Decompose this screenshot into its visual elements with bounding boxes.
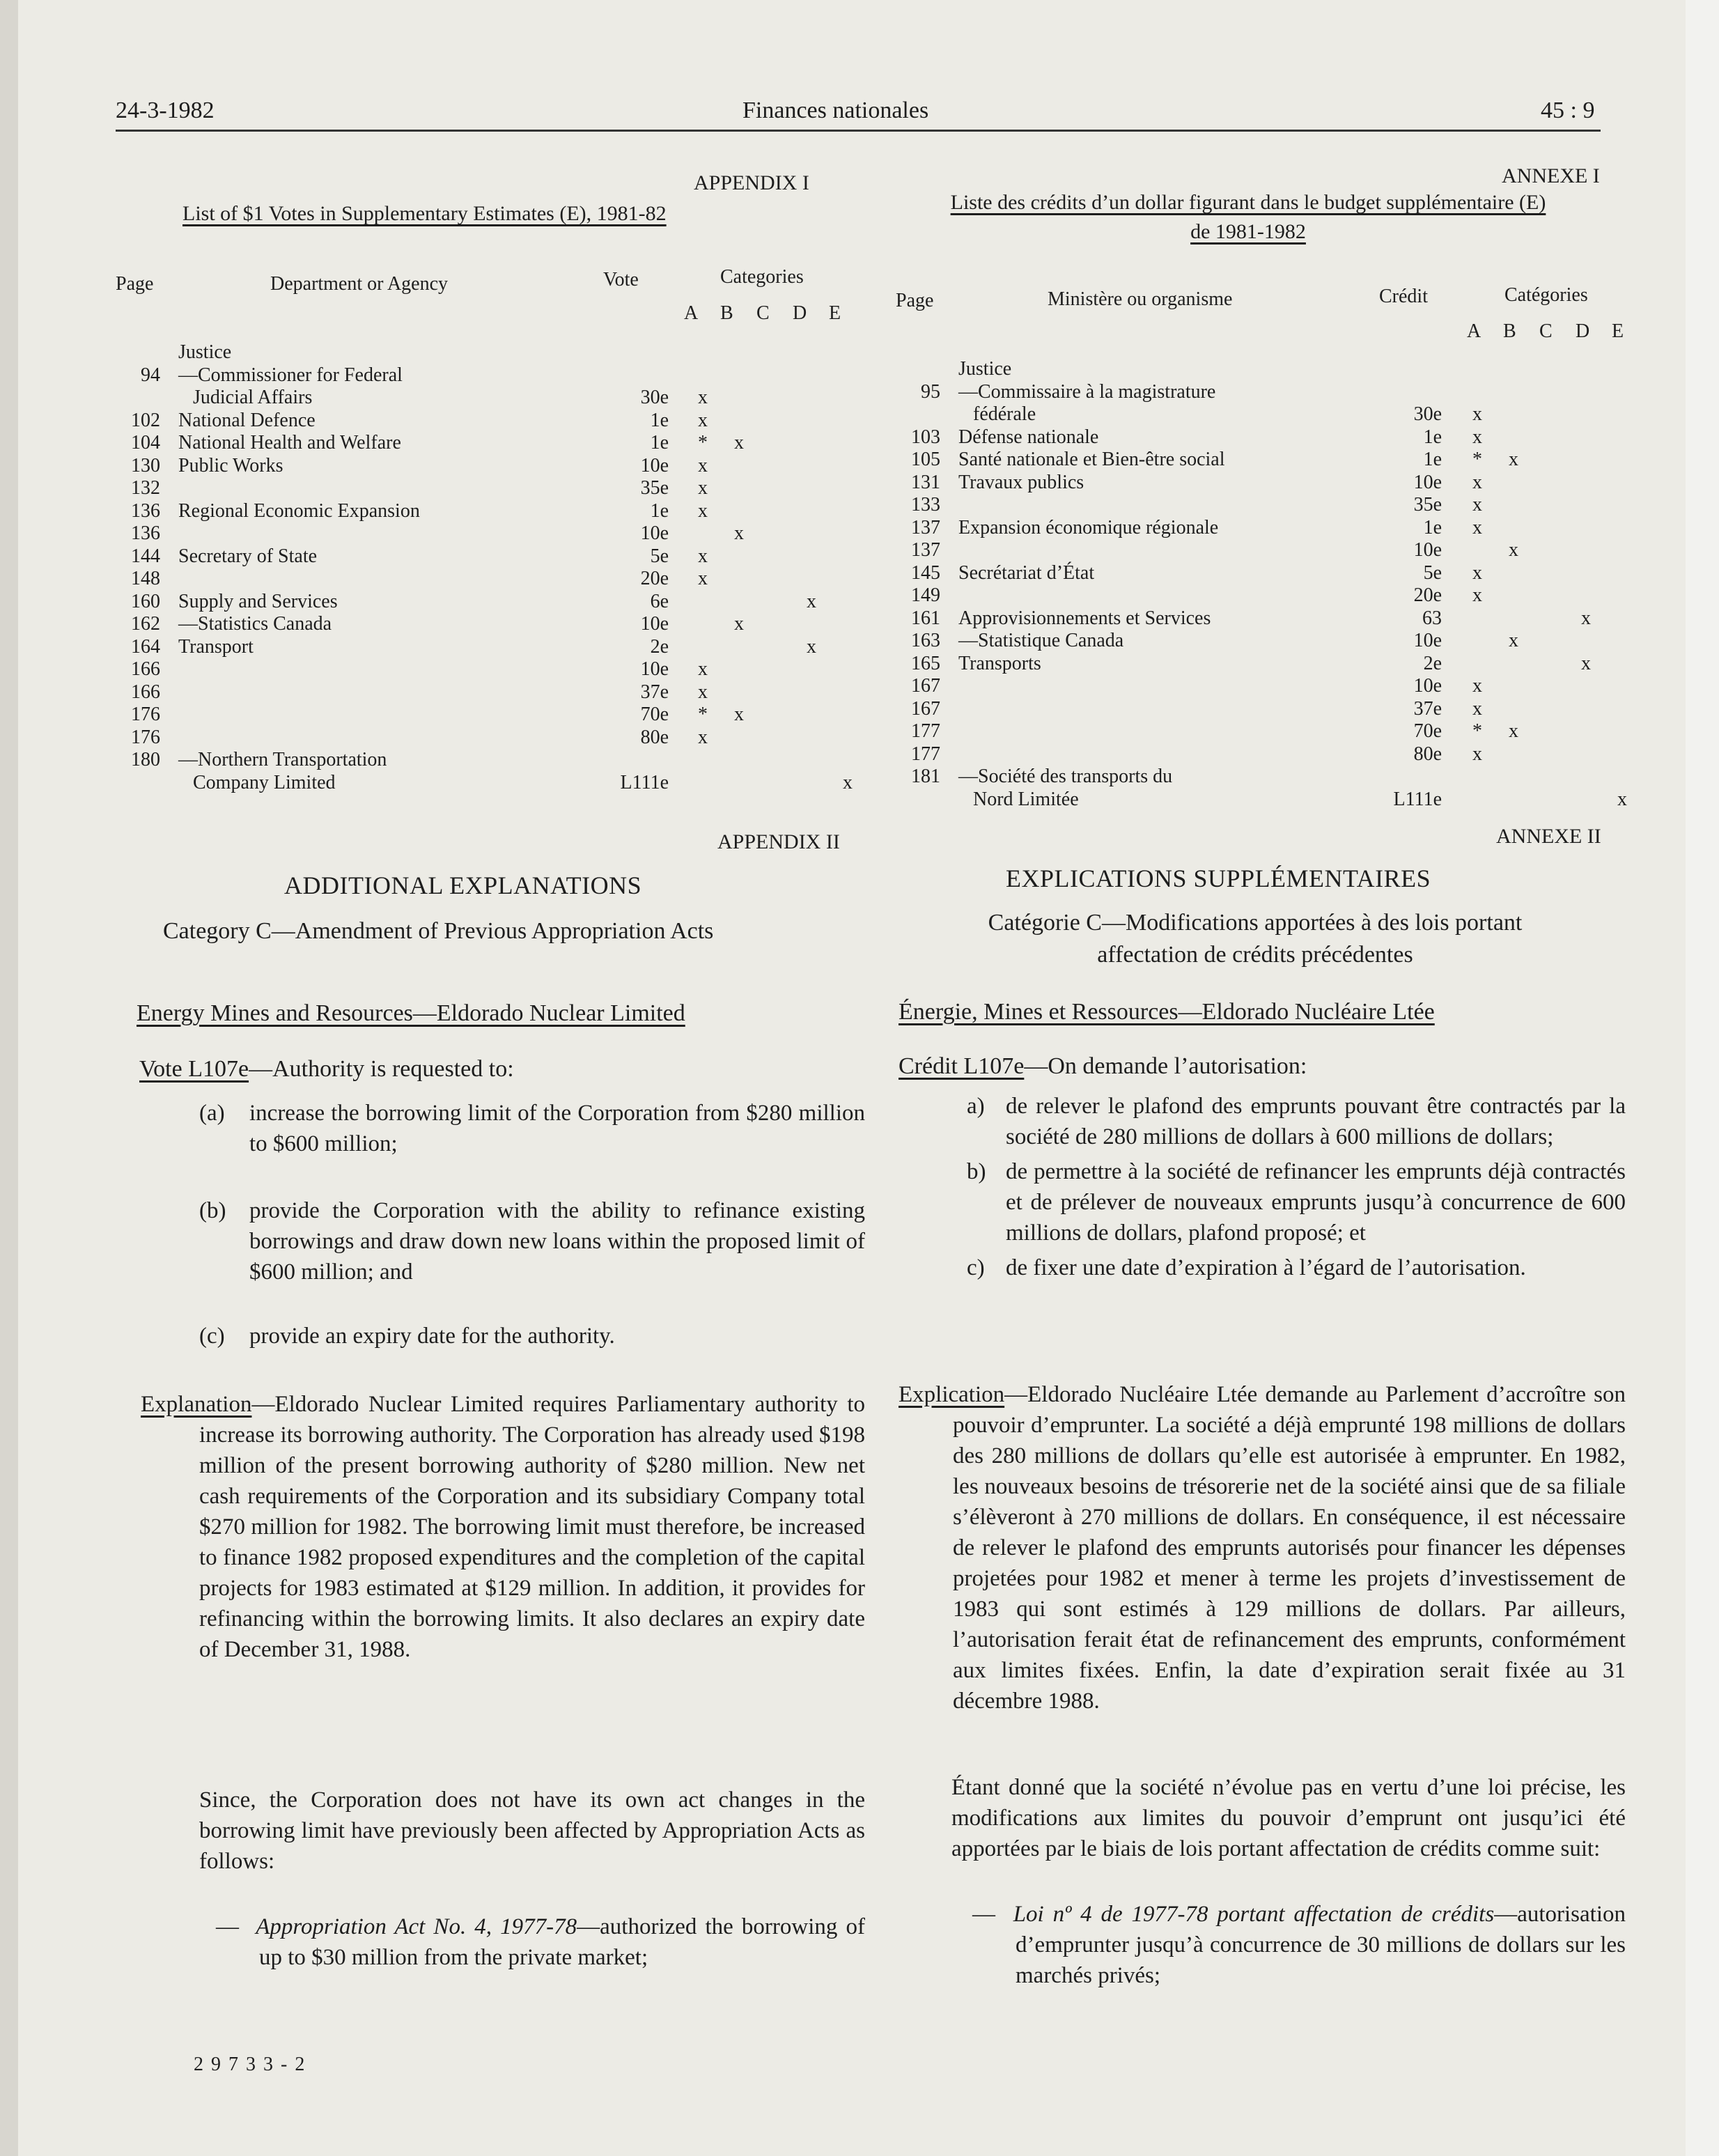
col-header-vote-fr: Crédit [1379, 286, 1428, 307]
row-category-mark: x [1472, 675, 1482, 697]
row-vote: 1e [650, 432, 669, 453]
row-page: 166 [131, 681, 160, 703]
table-row [111, 387, 878, 410]
row-page: 105 [911, 449, 940, 470]
row-category-mark: x [698, 568, 708, 589]
table-row [111, 704, 878, 727]
row-dept: Défense nationale [958, 426, 1099, 448]
item-text: de fixer une date d’expiration à l’égard de l’autorisation. [1006, 1255, 1526, 1280]
row-category-mark: x [1472, 426, 1482, 448]
row-page: 148 [131, 568, 160, 589]
row-dept: Transports [958, 652, 1041, 674]
row-dept: —Commissioner for Federal [178, 364, 403, 386]
request-item [199, 1098, 865, 1159]
row-page: 181 [911, 766, 940, 787]
row-page: 164 [131, 635, 160, 658]
row-page: 102 [131, 409, 160, 431]
table-row [111, 364, 878, 387]
row-category-mark: x [1472, 697, 1482, 720]
row-page: 94 [141, 364, 160, 386]
row-page: 133 [911, 494, 940, 515]
row-dept: Santé nationale et Bien-être social [958, 449, 1225, 470]
table-row [111, 341, 878, 364]
explanation-label: Explanation [141, 1392, 252, 1417]
row-dept: —Northern Transportation [178, 749, 387, 770]
vote-line [139, 1056, 514, 1083]
category-letters [684, 302, 851, 326]
table-row [892, 607, 1658, 630]
item-marker: b) [967, 1159, 986, 1184]
row-dept: Supply and Services [178, 590, 338, 612]
row-page: 136 [131, 499, 160, 522]
table-row [892, 539, 1658, 562]
row-category-mark: * [698, 432, 708, 453]
table-row [892, 562, 1658, 585]
vote-line-fr [899, 1053, 1307, 1080]
row-vote: 30e [640, 387, 669, 408]
row-dept: Expansion économique régionale [958, 516, 1219, 538]
item-text: increase the borrowing limit of the Corporation from $280 million to $600 million; [249, 1101, 865, 1156]
row-category-mark: x [734, 432, 744, 453]
row-page: 137 [911, 539, 940, 561]
explanation-label-fr: Explication [899, 1382, 1005, 1407]
table-row [892, 517, 1658, 540]
category-letter: A [1467, 320, 1481, 342]
table-title: List of $1 Votes in Supplementary Estimates (E), 1981-82 [182, 202, 667, 225]
table-row [111, 568, 878, 591]
category-letter: A [684, 302, 699, 324]
row-dept: Company Limited [178, 771, 336, 793]
row-page: 161 [911, 607, 940, 629]
appendix-2-label: APPENDIX II [717, 830, 840, 853]
row-vote: L111e [620, 771, 669, 793]
dept-heading-fr-text: Énergie, Mines et Ressources—Eldorado Nucléaire Ltée [899, 999, 1435, 1025]
row-category-mark: x [1617, 788, 1627, 810]
table-row [892, 426, 1658, 449]
row-category-mark: x [698, 409, 708, 431]
row-page: 166 [131, 658, 160, 680]
act-text: —authorized the borrowing of up to $30 million from the private market; [259, 1914, 866, 1970]
row-category-mark: x [698, 454, 708, 476]
row-category-mark: x [734, 522, 744, 544]
dept-heading [137, 1000, 685, 1027]
vote-text: —Authority is requested to: [249, 1056, 514, 1082]
row-category-mark: x [1509, 449, 1518, 470]
table-row [892, 449, 1658, 472]
row-category-mark: x [1472, 516, 1482, 538]
table-row [111, 455, 878, 478]
row-category-mark: x [1472, 561, 1482, 584]
row-vote: 10e [1413, 675, 1442, 697]
page-edge [1686, 0, 1719, 2156]
vote-label-fr: Crédit L107e [899, 1053, 1025, 1079]
row-page: 136 [131, 522, 160, 544]
row-category-mark: x [1509, 720, 1518, 742]
col-header-vote: Vote [603, 269, 639, 290]
votes-table-fr [892, 358, 1658, 811]
row-category-mark: x [698, 499, 708, 522]
row-dept: Judicial Affairs [178, 387, 313, 408]
row-category-mark: x [1509, 630, 1518, 651]
footer-code: 2 9 7 3 3 - 2 [194, 2054, 306, 2075]
row-category-mark: x [807, 590, 816, 612]
header-rule [116, 130, 1601, 132]
item-marker: (c) [199, 1324, 225, 1349]
row-page: 180 [131, 749, 160, 770]
row-dept: Secretary of State [178, 545, 318, 567]
category-letter: B [720, 302, 733, 324]
table-row [892, 743, 1658, 766]
table-row [111, 477, 878, 500]
row-vote: 10e [1413, 539, 1442, 561]
table-row [892, 630, 1658, 653]
row-dept: Approvisionnements et Services [958, 607, 1211, 629]
item-text: provide the Corporation with the ability to refinance existing borrowings and draw down new loans within the proposed limit of $600 million; and [249, 1198, 865, 1285]
category-letter: C [756, 302, 770, 324]
row-category-mark: x [698, 726, 708, 748]
item-marker: (a) [199, 1101, 225, 1126]
row-page: 177 [911, 720, 940, 742]
row-category-mark: x [1472, 471, 1482, 493]
vote-label: Vote L107e [139, 1056, 249, 1082]
col-header-page-fr: Page [896, 290, 934, 311]
row-vote: 10e [640, 658, 669, 680]
col-header-categories: Categories [720, 266, 804, 288]
table-row [892, 358, 1658, 381]
row-page: 104 [131, 432, 160, 453]
table-row [892, 653, 1658, 676]
explanation-text: —Eldorado Nuclear Limited requires Parliamentary authority to increase its borrowing authority. The Corporation has already used $198 million of the present borrowing authority of $280 million. New net cash requirements of the Corporation and its subsidiary Company total $270 million for 1982. The borrowing limit must therefore, be increased to finance 1982 proposed expenditures and the completion of the capital projects for 1983 estimated at $129 million. In addition, it provides for refinancing within the borrowing limits. It also declares an expiry date of December 31, 1988. [199, 1392, 865, 1662]
table-row [111, 727, 878, 750]
category-letter: D [793, 302, 807, 324]
row-dept: Transport [178, 635, 254, 658]
row-vote: 30e [1413, 403, 1442, 425]
binding-shadow [0, 0, 18, 2156]
row-page: 160 [131, 590, 160, 612]
category-title-fr-1: Catégorie C—Modifications apportées à des lois portant [988, 910, 1523, 936]
row-dept: —Commissaire à la magistrature [958, 380, 1216, 403]
row-page: 130 [131, 454, 160, 476]
item-marker: (b) [199, 1198, 226, 1223]
col-header-dept: Department or Agency [270, 273, 449, 295]
row-page: 176 [131, 726, 160, 748]
row-dept: —Statistique Canada [958, 630, 1124, 651]
row-vote: 35e [1413, 494, 1442, 515]
table-row [892, 584, 1658, 607]
row-vote: 1e [650, 499, 669, 522]
row-category-mark: x [843, 771, 853, 793]
act-text-fr: —autorisation d’emprunter jusqu’à concurrence de 30 millions de dollars sur les marchés privés; [1016, 1902, 1626, 1988]
row-vote: 10e [640, 454, 669, 476]
row-dept: Public Works [178, 454, 283, 476]
act-item [216, 1911, 865, 1973]
row-category-mark: x [1472, 584, 1482, 606]
header-page-ref: 45 : 9 [1541, 98, 1595, 123]
row-page: 132 [131, 477, 160, 499]
row-vote: 70e [640, 704, 669, 725]
row-dept: Nord Limitée [958, 788, 1079, 810]
row-page: 145 [911, 561, 940, 584]
row-dept: —Statistics Canada [178, 613, 332, 635]
table-row [111, 681, 878, 704]
request-item [199, 1195, 865, 1287]
row-page: 144 [131, 545, 160, 567]
history-paragraph-fr: Étant donné que la société n’évolue pas en vertu d’une loi précise, les modifications aux limites du pouvoir d’emprunt ont jusqu’ici été apportées par le biais de lois portant affectation de crédits comme suit: [951, 1775, 1626, 1861]
row-dept: Travaux publics [958, 471, 1084, 493]
act-dash: — [216, 1914, 239, 1939]
act-name-fr: Loi nº 4 de 1977-78 portant affectation de crédits [1013, 1902, 1495, 1927]
request-item [967, 1253, 1626, 1283]
table-row [892, 494, 1658, 517]
row-vote: 70e [1413, 720, 1442, 742]
item-text: de relever le plafond des emprunts pouvant être contractés par la société de 280 millions de dollars à 600 millions de dollars; [1006, 1094, 1626, 1149]
row-vote: 35e [640, 477, 669, 499]
table-row [892, 403, 1658, 426]
explanation-paragraph-fr [899, 1379, 1626, 1716]
row-dept: Regional Economic Expansion [178, 499, 420, 522]
col-header-categories-fr: Catégories [1504, 284, 1588, 306]
table-row [111, 522, 878, 545]
row-page: 167 [911, 697, 940, 720]
request-items [199, 1098, 865, 1351]
table-row [111, 658, 878, 681]
row-category-mark: x [698, 477, 708, 499]
row-category-mark: x [1509, 539, 1518, 561]
table-row [892, 698, 1658, 721]
category-letter: E [1612, 320, 1624, 342]
row-vote: L111e [1393, 788, 1442, 810]
explanation-paragraph [141, 1389, 865, 1665]
row-vote: 10e [1413, 630, 1442, 651]
row-dept: Justice [178, 341, 232, 363]
row-vote: 10e [1413, 471, 1442, 493]
row-page: 163 [911, 630, 940, 651]
table-row [892, 472, 1658, 495]
row-vote: 10e [640, 522, 669, 544]
row-category-mark: * [1472, 720, 1482, 742]
category-letters-fr [1467, 320, 1634, 344]
row-category-mark: x [1581, 652, 1591, 674]
dept-heading-text: Energy Mines and Resources—Eldorado Nuclear Limited [137, 1000, 685, 1026]
request-item [967, 1156, 1626, 1248]
row-vote: 2e [650, 635, 669, 658]
row-vote: 37e [640, 681, 669, 703]
section-title-fr: EXPLICATIONS SUPPLÉMENTAIRES [1006, 864, 1431, 892]
row-page: 95 [921, 380, 940, 403]
row-page: 149 [911, 584, 940, 606]
appendix-label: APPENDIX I [694, 171, 809, 194]
row-vote: 20e [640, 568, 669, 589]
row-category-mark: x [734, 613, 744, 635]
row-vote: 6e [650, 590, 669, 612]
table-title-fr-2: de 1981-1982 [1190, 220, 1306, 243]
row-vote: 1e [1423, 426, 1442, 448]
act-name: Appropriation Act No. 4, 1977-78 [256, 1914, 577, 1939]
row-vote: 80e [640, 726, 669, 748]
section-title: ADDITIONAL EXPLANATIONS [284, 871, 642, 899]
table-row [892, 789, 1658, 812]
explanation-text-fr: —Eldorado Nucléaire Ltée demande au Parlement d’accroître son pouvoir d’emprunter. La société a déjà emprunté 198 millions de dollars des 280 millions de dollars qu’elle est autorisée à emprunter. En 1982, les nouveaux besoins de trésorerie net de la société ainsi que de sa filiale s’élèveront à 270 millions de dollars. En conséquence, il est nécessaire de relever le plafond des emprunts autorisés pour financer les dépenses projetées pour 1982 et mener à terme les projets d’investissement de 1983 qui sont estimés à 129 millions de dollars. Par ailleurs, l’autorisation ferait état de refinancement des emprunts, conformément aux limites fixées. Enfin, la date d’expiration serait fixée au 31 décembre 1988. [953, 1382, 1626, 1714]
row-dept: National Health and Welfare [178, 432, 401, 453]
request-item [199, 1321, 865, 1351]
table-row [111, 545, 878, 568]
table-row [111, 636, 878, 659]
row-vote: 1e [1423, 516, 1442, 538]
item-marker: c) [967, 1255, 985, 1280]
item-marker: a) [967, 1094, 985, 1119]
row-dept: Secrétariat d’État [958, 561, 1095, 584]
table-title-fr-1: Liste des crédits d’un dollar figurant dans le budget supplémentaire (E) [950, 191, 1546, 214]
row-vote: 37e [1413, 697, 1442, 720]
col-header-page: Page [116, 273, 154, 295]
table-row [111, 613, 878, 636]
header-title: Finances nationales [742, 98, 929, 123]
row-vote: 80e [1413, 743, 1442, 765]
col-header-dept-fr: Ministère ou organisme [1048, 288, 1233, 310]
row-category-mark: * [698, 704, 708, 725]
annexe-label: ANNEXE I [1502, 164, 1600, 187]
dept-heading-fr [899, 999, 1435, 1025]
table-row [892, 766, 1658, 789]
row-dept: fédérale [958, 403, 1036, 425]
table-row [111, 591, 878, 614]
header-date: 24-3-1982 [116, 98, 215, 123]
table-row [111, 772, 878, 795]
row-page: 176 [131, 704, 160, 725]
category-title-fr-2: affectation de crédits précédentes [1097, 942, 1413, 968]
row-category-mark: x [698, 545, 708, 567]
item-text: provide an expiry date for the authority. [249, 1324, 615, 1349]
row-vote: 2e [1423, 652, 1442, 674]
category-letter: D [1576, 320, 1590, 342]
row-vote: 1e [1423, 449, 1442, 470]
row-category-mark: x [807, 635, 816, 658]
row-category-mark: x [1472, 403, 1482, 425]
vote-text-fr: —On demande l’autorisation: [1024, 1053, 1307, 1079]
request-items-fr [967, 1091, 1626, 1283]
row-category-mark: x [1472, 743, 1482, 765]
annexe-2-label: ANNEXE II [1496, 825, 1601, 848]
row-page: 131 [911, 471, 940, 493]
item-text: de permettre à la société de refinancer les emprunts déjà contractés et de prélever de nouveaux emprunts jusqu’à concurrence de 600 millions de dollars, plafond proposé; et [1006, 1159, 1626, 1246]
category-letter: E [829, 302, 841, 324]
table-row [892, 720, 1658, 743]
row-dept: —Société des transports du [958, 766, 1173, 787]
row-vote: 20e [1413, 584, 1442, 606]
row-page: 167 [911, 675, 940, 697]
votes-table [111, 341, 878, 794]
table-row [111, 500, 878, 523]
row-category-mark: x [698, 387, 708, 408]
table-row [111, 410, 878, 433]
table-row [892, 675, 1658, 698]
row-page: 165 [911, 652, 940, 674]
row-vote: 10e [640, 613, 669, 635]
request-item [967, 1091, 1626, 1152]
row-category-mark: x [734, 704, 744, 725]
row-page: 103 [911, 426, 940, 448]
category-letter: B [1503, 320, 1516, 342]
table-row [111, 749, 878, 772]
row-dept: National Defence [178, 409, 316, 431]
act-item-fr [972, 1899, 1626, 1991]
table-row [111, 432, 878, 455]
row-vote: 1e [650, 409, 669, 431]
row-category-mark: x [698, 681, 708, 703]
row-page: 177 [911, 743, 940, 765]
history-paragraph: Since, the Corporation does not have its own act changes in the borrowing limit have previously been affected by Appropriation Acts as follows: [199, 1787, 865, 1874]
row-vote: 63 [1422, 607, 1442, 629]
category-title: Category C—Amendment of Previous Appropriation Acts [163, 918, 714, 944]
category-letter: C [1539, 320, 1553, 342]
row-category-mark: x [1581, 607, 1591, 629]
row-category-mark: x [698, 658, 708, 680]
row-vote: 5e [650, 545, 669, 567]
row-vote: 5e [1423, 561, 1442, 584]
row-page: 137 [911, 516, 940, 538]
table-row [892, 381, 1658, 404]
row-category-mark: * [1472, 449, 1482, 470]
row-category-mark: x [1472, 494, 1482, 515]
row-dept: Justice [958, 358, 1012, 380]
act-dash-fr: — [972, 1902, 995, 1927]
row-page: 162 [131, 613, 160, 635]
